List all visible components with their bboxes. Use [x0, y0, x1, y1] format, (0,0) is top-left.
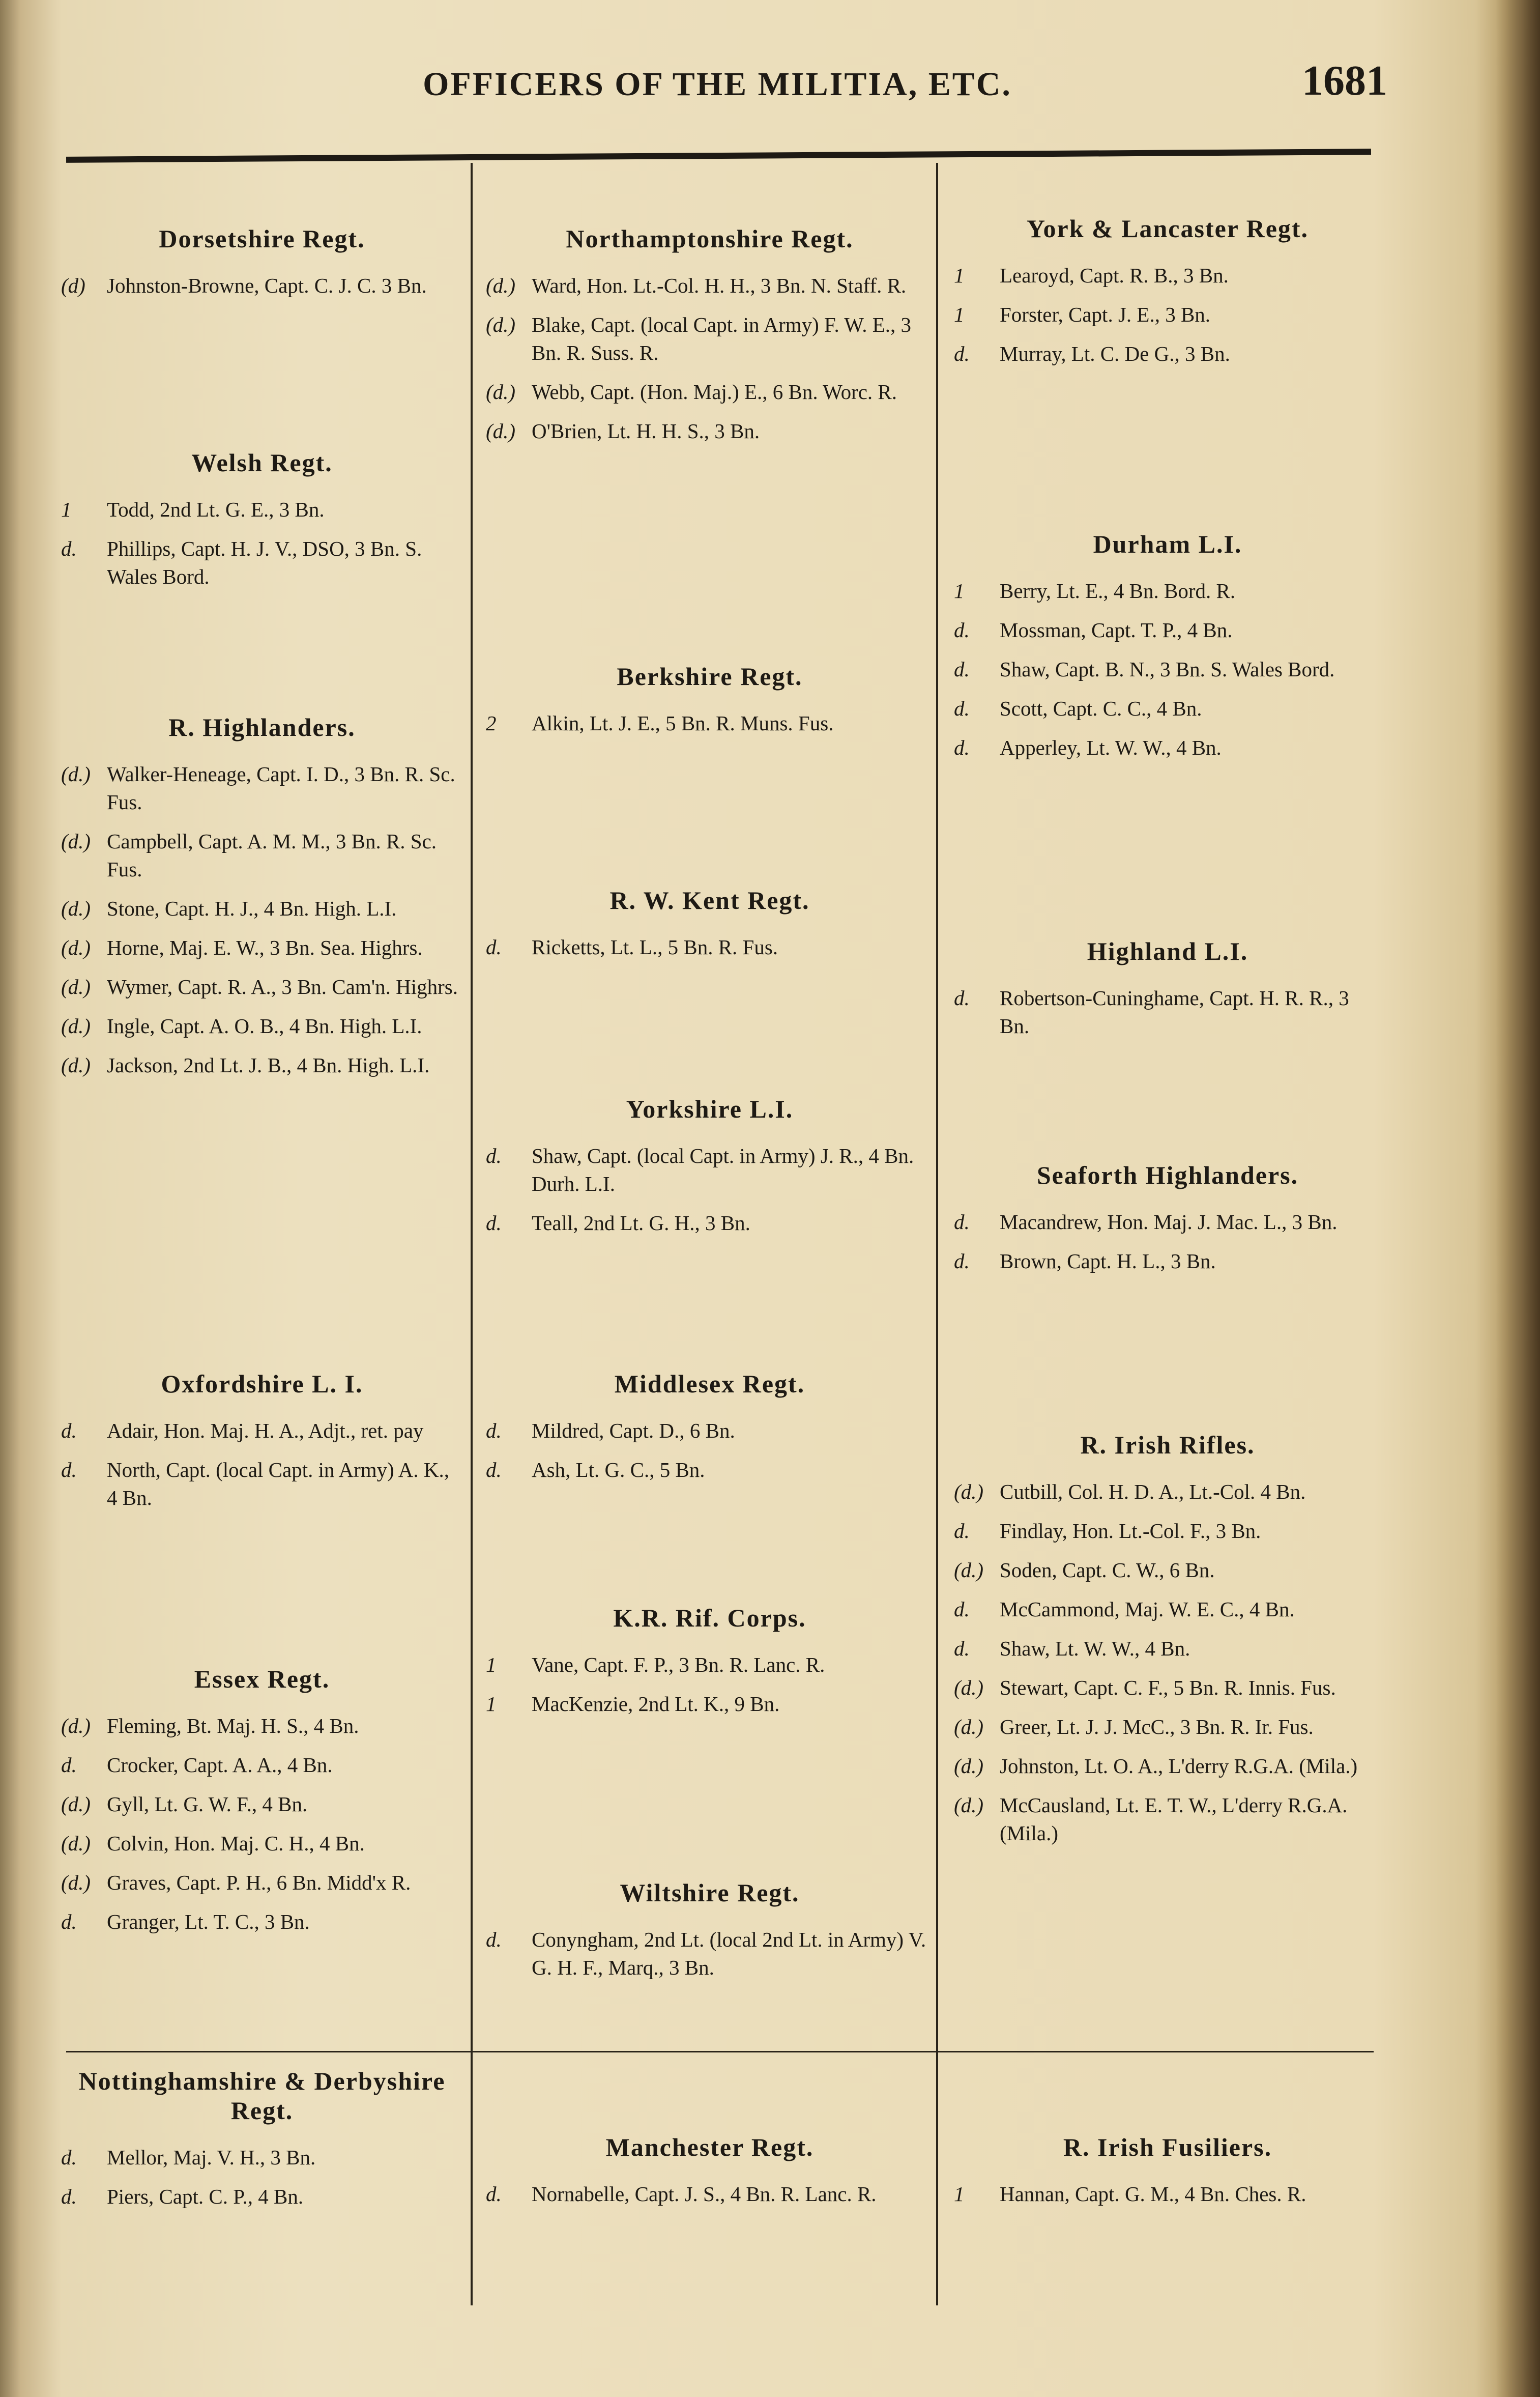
entry-text: Stone, Capt. H. J., 4 Bn. High. L.I.: [107, 897, 397, 920]
entry-text: Webb, Capt. (Hon. Maj.) E., 6 Bn. Worc. R.: [532, 380, 897, 404]
officer-entry: [61, 1712, 463, 1740]
entry-text: Findlay, Hon. Lt.-Col. F., 3 Bn.: [1000, 1519, 1261, 1543]
column-divider-right: [936, 163, 938, 2305]
regiment-section: [954, 1430, 1381, 1859]
section-rule-bottom: [66, 2051, 1374, 2052]
officer-entry: [954, 1247, 1381, 1275]
regiment-section: [954, 529, 1381, 773]
entry-mark: (d.): [486, 380, 516, 404]
page-number: 1681: [1302, 57, 1387, 104]
officer-entry: [954, 262, 1381, 290]
entry-mark: d.: [61, 2185, 77, 2208]
officer-entry: [486, 1209, 934, 1237]
regiment-title: R. Irish Fusiliers.: [1063, 2133, 1272, 2161]
regiment-title: Essex Regt.: [194, 1665, 330, 1693]
entry-text: Johnston-Browne, Capt. C. J. C. 3 Bn.: [107, 274, 427, 297]
entry-text: Hannan, Capt. G. M., 4 Bn. Ches. R.: [1000, 2182, 1306, 2206]
entry-mark: (d.): [954, 1715, 984, 1738]
entry-text: Murray, Lt. C. De G., 3 Bn.: [1000, 342, 1230, 365]
entry-mark: (d.): [954, 1754, 984, 1778]
regiment-section: [486, 886, 934, 973]
entry-mark: d.: [954, 986, 970, 1010]
officer-entry: [61, 1751, 463, 1779]
entry-text: McCammond, Maj. W. E. C., 4 Bn.: [1000, 1597, 1295, 1621]
entry-text: Johnston, Lt. O. A., L'derry R.G.A. (Mila.): [1000, 1754, 1358, 1778]
officer-entry: [61, 1790, 463, 1818]
entry-text: Piers, Capt. C. P., 4 Bn.: [107, 2185, 304, 2208]
regiment-section: [486, 1094, 934, 1248]
regiment-section: [61, 224, 463, 311]
entry-mark: d.: [486, 935, 502, 959]
regiment-section: [954, 936, 1381, 1051]
entry-mark: (d.): [61, 1714, 91, 1737]
entry-mark: (d.): [486, 419, 516, 443]
entry-text: Soden, Capt. C. W., 6 Bn.: [1000, 1558, 1215, 1582]
officer-entry: [61, 1869, 463, 1897]
regiment-section: [486, 1603, 934, 1729]
officer-entry: [486, 378, 934, 406]
officer-entry: [954, 695, 1381, 723]
regiment-section: [61, 1369, 463, 1523]
regiment-title: R. Highlanders.: [168, 713, 356, 741]
entry-text: Graves, Capt. P. H., 6 Bn. Midd'x R.: [107, 1871, 411, 1894]
entry-mark: d.: [954, 1210, 970, 1234]
entry-text: MacKenzie, 2nd Lt. K., 9 Bn.: [532, 1692, 780, 1716]
regiment-section: [486, 1878, 934, 1993]
officer-entry: [954, 1635, 1381, 1663]
entry-text: Blake, Capt. (local Capt. in Army) F. W. E., 3 Bn. R. Suss. R.: [532, 313, 912, 364]
regiment-section: [486, 662, 934, 749]
entry-text: Stewart, Capt. C. F., 5 Bn. R. Innis. Fus.: [1000, 1676, 1336, 1699]
officer-entry: [954, 984, 1381, 1040]
entry-mark: d.: [486, 1419, 502, 1442]
entry-mark: d.: [954, 1249, 970, 1273]
entry-text: Gyll, Lt. G. W. F., 4 Bn.: [107, 1792, 308, 1816]
entry-text: Vane, Capt. F. P., 3 Bn. R. Lanc. R.: [532, 1653, 825, 1676]
officer-entry: [61, 1417, 463, 1445]
regiment-title: Welsh Regt.: [191, 448, 333, 477]
officer-entry: [61, 1051, 463, 1079]
entry-text: Alkin, Lt. J. E., 5 Bn. R. Muns. Fus.: [532, 711, 834, 735]
entry-mark: d.: [61, 1458, 77, 1481]
officer-entry: [61, 535, 463, 591]
officer-entry: [61, 895, 463, 923]
entry-mark: (d.): [954, 1676, 984, 1699]
regiment-section: [954, 1160, 1381, 1287]
entry-text: North, Capt. (local Capt. in Army) A. K., 4 Bn.: [107, 1458, 449, 1509]
regiment-section: [61, 712, 463, 1091]
regiment-title: Wiltshire Regt.: [620, 1878, 800, 1907]
officer-entry: [61, 496, 463, 524]
entry-mark: d.: [486, 2182, 502, 2206]
regiment-section: [954, 2132, 1381, 2219]
regiment-title: Berkshire Regt.: [617, 662, 803, 691]
officer-entry: [954, 1791, 1381, 1847]
entry-text: Phillips, Capt. H. J. V., DSO, 3 Bn. S. Wales Bord.: [107, 537, 422, 588]
entry-mark: (d.): [61, 975, 91, 998]
officer-entry: [954, 1208, 1381, 1236]
entry-mark: (d.): [61, 762, 91, 786]
regiment-section: [486, 2132, 934, 2219]
entry-mark: 1: [954, 264, 965, 287]
entry-text: Conyngham, 2nd Lt. (local 2nd Lt. in Army) V. G. H. F., Marq., 3 Bn.: [532, 1928, 926, 1979]
regiment-section: [61, 448, 463, 602]
entry-mark: (d.): [61, 1014, 91, 1038]
entry-text: Jackson, 2nd Lt. J. B., 4 Bn. High. L.I.: [107, 1053, 430, 1077]
entry-mark: 1: [486, 1653, 497, 1676]
entry-text: Adair, Hon. Maj. H. A., Adjt., ret. pay: [107, 1419, 424, 1442]
entry-mark: d.: [61, 1419, 77, 1442]
officer-entry: [61, 934, 463, 962]
entry-mark: d.: [954, 618, 970, 642]
regiment-title: K.R. Rif. Corps.: [613, 1604, 806, 1632]
entry-mark: (d.): [61, 830, 91, 853]
entry-text: Nornabelle, Capt. J. S., 4 Bn. R. Lanc. R.: [532, 2182, 877, 2206]
regiment-title: Oxfordshire L. I.: [161, 1369, 363, 1398]
entry-text: Shaw, Capt. (local Capt. in Army) J. R., 4 Bn. Durh. L.I.: [532, 1144, 914, 1195]
column-divider-left: [471, 163, 473, 2305]
entry-mark: d.: [954, 1519, 970, 1543]
regiment-title: Nottinghamshire & Derbyshire Regt.: [78, 2067, 446, 2125]
regiment-title: R. W. Kent Regt.: [609, 886, 810, 915]
regiment-title: Manchester Regt.: [605, 2133, 814, 2161]
officer-entry: [61, 2144, 463, 2172]
officer-entry: [954, 734, 1381, 762]
officer-entry: [61, 272, 463, 300]
officer-entry: [954, 616, 1381, 644]
regiment-title: Seaforth Highlanders.: [1036, 1161, 1299, 1189]
officer-entry: [486, 1142, 934, 1198]
entry-mark: d.: [486, 1144, 502, 1167]
entry-mark: (d.): [486, 274, 516, 297]
entry-mark: d.: [486, 1211, 502, 1235]
entry-text: Ward, Hon. Lt.-Col. H. H., 3 Bn. N. Staff. R.: [532, 274, 907, 297]
officer-entry: [486, 1690, 934, 1718]
entry-text: Shaw, Capt. B. N., 3 Bn. S. Wales Bord.: [1000, 658, 1335, 681]
officer-entry: [486, 272, 934, 300]
officer-entry: [61, 1830, 463, 1858]
entry-mark: 1: [61, 498, 72, 521]
entry-text: Greer, Lt. J. J. McC., 3 Bn. R. Ir. Fus.: [1000, 1715, 1314, 1738]
entry-mark: d.: [61, 1753, 77, 1777]
entry-mark: (d.): [954, 1558, 984, 1582]
entry-mark: d.: [61, 1910, 77, 1933]
regiment-section: [61, 2066, 463, 2222]
officer-entry: [954, 2180, 1381, 2208]
entry-mark: (d.): [61, 936, 91, 959]
entry-text: McCausland, Lt. E. T. W., L'derry R.G.A. (Mila.): [1000, 1793, 1348, 1845]
entry-text: Shaw, Lt. W. W., 4 Bn.: [1000, 1637, 1190, 1660]
officer-entry: [954, 1556, 1381, 1584]
regiment-section: [486, 1369, 934, 1495]
officer-entry: [61, 760, 463, 816]
entry-text: Apperley, Lt. W. W., 4 Bn.: [1000, 736, 1222, 759]
entry-text: Todd, 2nd Lt. G. E., 3 Bn.: [107, 498, 325, 521]
entry-mark: d.: [954, 736, 970, 759]
entry-text: Mildred, Capt. D., 6 Bn.: [532, 1419, 735, 1442]
regiment-title: Durham L.I.: [1093, 530, 1242, 558]
page-title: OFFICERS OF THE MILITIA, ETC.: [423, 66, 1012, 103]
entry-text: Colvin, Hon. Maj. C. H., 4 Bn.: [107, 1832, 365, 1855]
officer-entry: [954, 340, 1381, 368]
entry-text: Forster, Capt. J. E., 3 Bn.: [1000, 303, 1211, 326]
entry-mark: (d.): [61, 1832, 91, 1855]
entry-text: Teall, 2nd Lt. G. H., 3 Bn.: [532, 1211, 750, 1235]
entry-mark: (d.): [61, 1053, 91, 1077]
entry-mark: (d.): [61, 897, 91, 920]
regiment-section: [486, 224, 934, 456]
entry-text: Ingle, Capt. A. O. B., 4 Bn. High. L.I.: [107, 1014, 422, 1038]
entry-mark: d.: [954, 658, 970, 681]
entry-mark: d.: [486, 1928, 502, 1951]
regiment-title: Dorsetshire Regt.: [159, 224, 365, 253]
entry-text: Wymer, Capt. R. A., 3 Bn. Cam'n. Highrs.: [107, 975, 458, 998]
officer-entry: [486, 311, 934, 367]
officer-entry: [954, 577, 1381, 605]
regiment-section: [61, 1664, 463, 1947]
entry-text: Granger, Lt. T. C., 3 Bn.: [107, 1910, 310, 1933]
entry-mark: d.: [954, 697, 970, 720]
officer-entry: [486, 1456, 934, 1484]
entry-mark: d.: [954, 1597, 970, 1621]
officer-entry: [486, 1926, 934, 1982]
entry-text: Ricketts, Lt. L., 5 Bn. R. Fus.: [532, 935, 778, 959]
entry-mark: d.: [954, 1637, 970, 1660]
regiment-title: Middlesex Regt.: [614, 1369, 805, 1398]
officer-entry: [954, 1752, 1381, 1780]
entry-text: Berry, Lt. E., 4 Bn. Bord. R.: [1000, 579, 1236, 603]
entry-mark: 2: [486, 711, 497, 735]
entry-mark: (d.): [61, 1792, 91, 1816]
officer-entry: [954, 1478, 1381, 1506]
entry-text: Brown, Capt. H. L., 3 Bn.: [1000, 1249, 1216, 1273]
officer-entry: [954, 1713, 1381, 1741]
entry-text: Walker-Heneage, Capt. I. D., 3 Bn. R. Sc. Fus.: [107, 762, 455, 814]
entry-mark: 1: [954, 579, 965, 603]
officer-entry: [954, 1517, 1381, 1545]
officer-entry: [61, 2183, 463, 2211]
entry-text: Scott, Capt. C. C., 4 Bn.: [1000, 697, 1202, 720]
entry-mark: d.: [61, 537, 77, 560]
officer-entry: [954, 1595, 1381, 1623]
entry-text: Macandrew, Hon. Maj. J. Mac. L., 3 Bn.: [1000, 1210, 1338, 1234]
entry-text: Ash, Lt. G. C., 5 Bn.: [532, 1458, 705, 1481]
regiment-title: Highland L.I.: [1087, 937, 1248, 965]
officer-entry: [61, 973, 463, 1001]
officer-entry: [61, 1908, 463, 1936]
entry-text: Cutbill, Col. H. D. A., Lt.-Col. 4 Bn.: [1000, 1480, 1306, 1503]
entry-mark: 1: [954, 303, 965, 326]
entry-text: Campbell, Capt. A. M. M., 3 Bn. R. Sc. Fus.: [107, 830, 437, 881]
officer-entry: [954, 1674, 1381, 1702]
entry-mark: 1: [486, 1692, 497, 1716]
officer-entry: [486, 417, 934, 445]
entry-mark: (d): [61, 274, 85, 297]
entry-text: O'Brien, Lt. H. H. S., 3 Bn.: [532, 419, 760, 443]
entry-text: Robertson-Cuninghame, Capt. H. R. R., 3 Bn.: [1000, 986, 1349, 1038]
regiment-title: Yorkshire L.I.: [626, 1095, 794, 1123]
entry-text: Mellor, Maj. V. H., 3 Bn.: [107, 2146, 316, 2169]
entry-mark: d.: [954, 342, 970, 365]
entry-mark: (d.): [486, 313, 516, 336]
officer-entry: [486, 1651, 934, 1679]
entry-mark: d.: [61, 2146, 77, 2169]
officer-entry: [486, 2180, 934, 2208]
regiment-section: [954, 214, 1381, 379]
entry-text: Fleming, Bt. Maj. H. S., 4 Bn.: [107, 1714, 359, 1737]
entry-mark: d.: [486, 1458, 502, 1481]
regiment-title: Northamptonshire Regt.: [566, 224, 854, 253]
officer-entry: [61, 1456, 463, 1512]
officer-entry: [486, 1417, 934, 1445]
entry-mark: (d.): [954, 1793, 984, 1817]
entry-mark: (d.): [61, 1871, 91, 1894]
entry-mark: (d.): [954, 1480, 984, 1503]
officer-entry: [61, 827, 463, 883]
entry-text: Horne, Maj. E. W., 3 Bn. Sea. Highrs.: [107, 936, 423, 959]
officer-entry: [954, 301, 1381, 329]
officer-entry: [61, 1012, 463, 1040]
page-edge-shadow: [1496, 0, 1540, 2397]
regiment-title: York & Lancaster Regt.: [1026, 214, 1309, 243]
officer-entry: [486, 709, 934, 737]
regiment-title: R. Irish Rifles.: [1080, 1431, 1255, 1459]
officer-entry: [954, 655, 1381, 683]
entry-text: Crocker, Capt. A. A., 4 Bn.: [107, 1753, 333, 1777]
entry-text: Mossman, Capt. T. P., 4 Bn.: [1000, 618, 1233, 642]
entry-text: Learoyd, Capt. R. B., 3 Bn.: [1000, 264, 1229, 287]
officer-entry: [486, 933, 934, 961]
entry-mark: 1: [954, 2182, 965, 2206]
